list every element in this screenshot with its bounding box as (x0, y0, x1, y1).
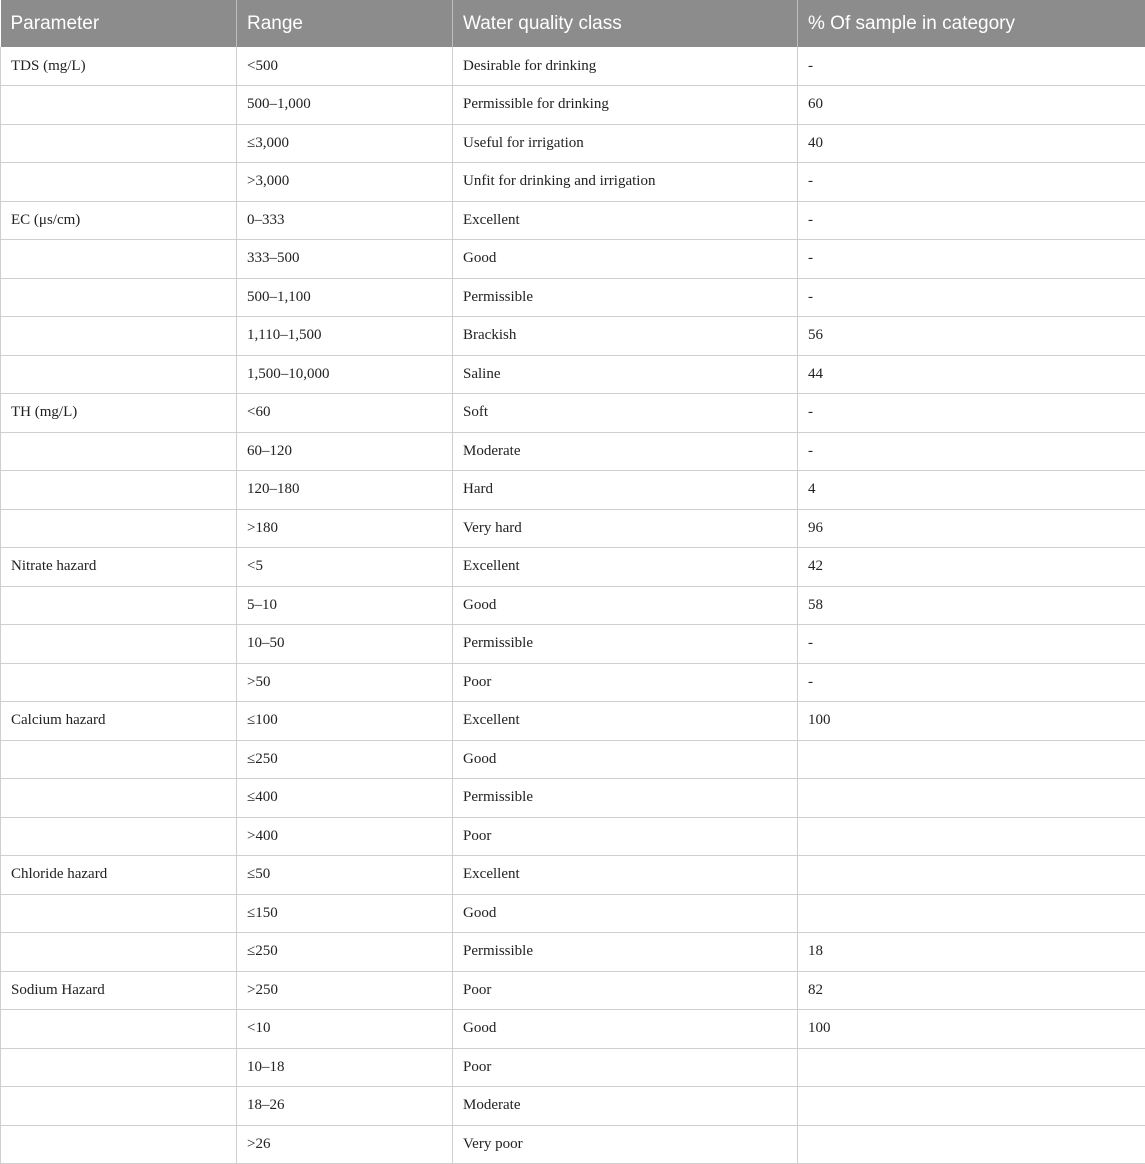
cell-parameter (1, 471, 237, 510)
cell-percent-of-sample (798, 1125, 1145, 1164)
cell-water-quality-class: Very hard (453, 509, 798, 548)
cell-water-quality-class: Poor (453, 817, 798, 856)
cell-percent-of-sample (798, 740, 1145, 779)
cell-water-quality-class: Brackish (453, 317, 798, 356)
table-row (1, 548, 1145, 587)
table-header (1, 0, 1145, 47)
header-row (1, 0, 1145, 47)
cell-water-quality-class: Good (453, 1010, 798, 1049)
table-row (1, 471, 1145, 510)
table-row (1, 509, 1145, 548)
cell-range: 5–10 (237, 586, 453, 625)
table-row (1, 1125, 1145, 1164)
cell-range: ≤250 (237, 933, 453, 972)
cell-percent-of-sample: 4 (798, 471, 1145, 510)
cell-range: ≤100 (237, 702, 453, 741)
table-row (1, 355, 1145, 394)
cell-parameter: Nitrate hazard (1, 548, 237, 587)
cell-parameter: Calcium hazard (1, 702, 237, 741)
cell-water-quality-class: Good (453, 240, 798, 279)
cell-water-quality-class: Good (453, 894, 798, 933)
cell-parameter (1, 240, 237, 279)
header-parameter: Parameter (1, 0, 237, 47)
cell-percent-of-sample: 40 (798, 124, 1145, 163)
cell-percent-of-sample: - (798, 278, 1145, 317)
table-row (1, 317, 1145, 356)
cell-range: ≤250 (237, 740, 453, 779)
cell-water-quality-class: Permissible (453, 779, 798, 818)
cell-range: ≤50 (237, 856, 453, 895)
header-range: Range (237, 0, 453, 47)
cell-water-quality-class: Permissible (453, 625, 798, 664)
cell-percent-of-sample (798, 817, 1145, 856)
table-row (1, 933, 1145, 972)
table-row (1, 240, 1145, 279)
cell-percent-of-sample (798, 894, 1145, 933)
cell-parameter (1, 817, 237, 856)
cell-parameter (1, 740, 237, 779)
cell-water-quality-class: Excellent (453, 548, 798, 587)
table-row (1, 278, 1145, 317)
table-row (1, 1010, 1145, 1049)
cell-range: <500 (237, 47, 453, 86)
table-row (1, 201, 1145, 240)
cell-parameter (1, 779, 237, 818)
cell-range: 500–1,000 (237, 86, 453, 125)
cell-water-quality-class: Excellent (453, 856, 798, 895)
cell-percent-of-sample: 56 (798, 317, 1145, 356)
cell-range: >400 (237, 817, 453, 856)
cell-percent-of-sample: 44 (798, 355, 1145, 394)
cell-water-quality-class: Moderate (453, 1087, 798, 1126)
cell-percent-of-sample: - (798, 240, 1145, 279)
cell-range: 1,110–1,500 (237, 317, 453, 356)
cell-parameter: TDS (mg/L) (1, 47, 237, 86)
cell-parameter (1, 86, 237, 125)
cell-water-quality-class: Useful for irrigation (453, 124, 798, 163)
cell-percent-of-sample: 42 (798, 548, 1145, 587)
cell-percent-of-sample: - (798, 201, 1145, 240)
cell-water-quality-class: Good (453, 740, 798, 779)
table-row (1, 1048, 1145, 1087)
cell-range: 0–333 (237, 201, 453, 240)
cell-range: 1,500–10,000 (237, 355, 453, 394)
cell-range: 333–500 (237, 240, 453, 279)
table-row (1, 740, 1145, 779)
cell-water-quality-class: Excellent (453, 702, 798, 741)
cell-water-quality-class: Unfit for drinking and irrigation (453, 163, 798, 202)
cell-water-quality-class: Permissible (453, 278, 798, 317)
header-water-quality-class: Water quality class (453, 0, 798, 47)
table-body (1, 47, 1145, 1164)
cell-water-quality-class: Very poor (453, 1125, 798, 1164)
cell-range: ≤400 (237, 779, 453, 818)
cell-water-quality-class: Soft (453, 394, 798, 433)
cell-water-quality-class: Excellent (453, 201, 798, 240)
table-row (1, 1087, 1145, 1126)
cell-water-quality-class: Saline (453, 355, 798, 394)
cell-percent-of-sample (798, 1048, 1145, 1087)
table-row (1, 47, 1145, 86)
table-row (1, 586, 1145, 625)
cell-percent-of-sample: 100 (798, 1010, 1145, 1049)
cell-percent-of-sample: 100 (798, 702, 1145, 741)
table-row (1, 817, 1145, 856)
cell-percent-of-sample (798, 779, 1145, 818)
cell-range: >26 (237, 1125, 453, 1164)
cell-range: 18–26 (237, 1087, 453, 1126)
cell-percent-of-sample: 60 (798, 86, 1145, 125)
cell-range: <60 (237, 394, 453, 433)
cell-parameter: EC (μs/cm) (1, 201, 237, 240)
table-row (1, 702, 1145, 741)
header-percent-of-sample: % Of sample in category (798, 0, 1145, 47)
cell-parameter: Sodium Hazard (1, 971, 237, 1010)
table-row (1, 432, 1145, 471)
cell-range: 10–18 (237, 1048, 453, 1087)
cell-percent-of-sample: 58 (798, 586, 1145, 625)
table-row (1, 124, 1145, 163)
cell-range: >3,000 (237, 163, 453, 202)
cell-parameter (1, 586, 237, 625)
cell-parameter: Chloride hazard (1, 856, 237, 895)
cell-percent-of-sample (798, 856, 1145, 895)
cell-parameter (1, 1010, 237, 1049)
cell-range: >50 (237, 663, 453, 702)
cell-percent-of-sample: 18 (798, 933, 1145, 972)
cell-percent-of-sample: - (798, 432, 1145, 471)
cell-range: 500–1,100 (237, 278, 453, 317)
cell-percent-of-sample (798, 1087, 1145, 1126)
cell-range: 120–180 (237, 471, 453, 510)
cell-percent-of-sample: - (798, 47, 1145, 86)
cell-parameter (1, 625, 237, 664)
cell-percent-of-sample: - (798, 394, 1145, 433)
cell-parameter (1, 355, 237, 394)
cell-range: ≤3,000 (237, 124, 453, 163)
cell-water-quality-class: Permissible for drinking (453, 86, 798, 125)
table-row (1, 86, 1145, 125)
table-row (1, 163, 1145, 202)
table-row (1, 779, 1145, 818)
cell-range: 60–120 (237, 432, 453, 471)
cell-parameter (1, 1048, 237, 1087)
cell-water-quality-class: Desirable for drinking (453, 47, 798, 86)
cell-percent-of-sample: 82 (798, 971, 1145, 1010)
cell-range: ≤150 (237, 894, 453, 933)
cell-parameter (1, 894, 237, 933)
cell-parameter (1, 432, 237, 471)
cell-water-quality-class: Hard (453, 471, 798, 510)
cell-water-quality-class: Good (453, 586, 798, 625)
cell-percent-of-sample: - (798, 663, 1145, 702)
cell-parameter (1, 124, 237, 163)
cell-parameter (1, 1087, 237, 1126)
cell-range: <10 (237, 1010, 453, 1049)
cell-range: <5 (237, 548, 453, 587)
cell-percent-of-sample: 96 (798, 509, 1145, 548)
cell-water-quality-class: Poor (453, 1048, 798, 1087)
cell-parameter: TH (mg/L) (1, 394, 237, 433)
cell-water-quality-class: Poor (453, 971, 798, 1010)
cell-range: 10–50 (237, 625, 453, 664)
cell-parameter (1, 278, 237, 317)
table-row (1, 394, 1145, 433)
table-row (1, 625, 1145, 664)
cell-water-quality-class: Moderate (453, 432, 798, 471)
cell-percent-of-sample: - (798, 163, 1145, 202)
cell-parameter (1, 509, 237, 548)
cell-range: >180 (237, 509, 453, 548)
table-row (1, 971, 1145, 1010)
cell-parameter (1, 317, 237, 356)
cell-range: >250 (237, 971, 453, 1010)
cell-percent-of-sample: - (798, 625, 1145, 664)
cell-parameter (1, 1125, 237, 1164)
table-row (1, 894, 1145, 933)
cell-water-quality-class: Permissible (453, 933, 798, 972)
table-row (1, 663, 1145, 702)
cell-parameter (1, 163, 237, 202)
cell-water-quality-class: Poor (453, 663, 798, 702)
cell-parameter (1, 933, 237, 972)
table-row (1, 856, 1145, 895)
cell-parameter (1, 663, 237, 702)
